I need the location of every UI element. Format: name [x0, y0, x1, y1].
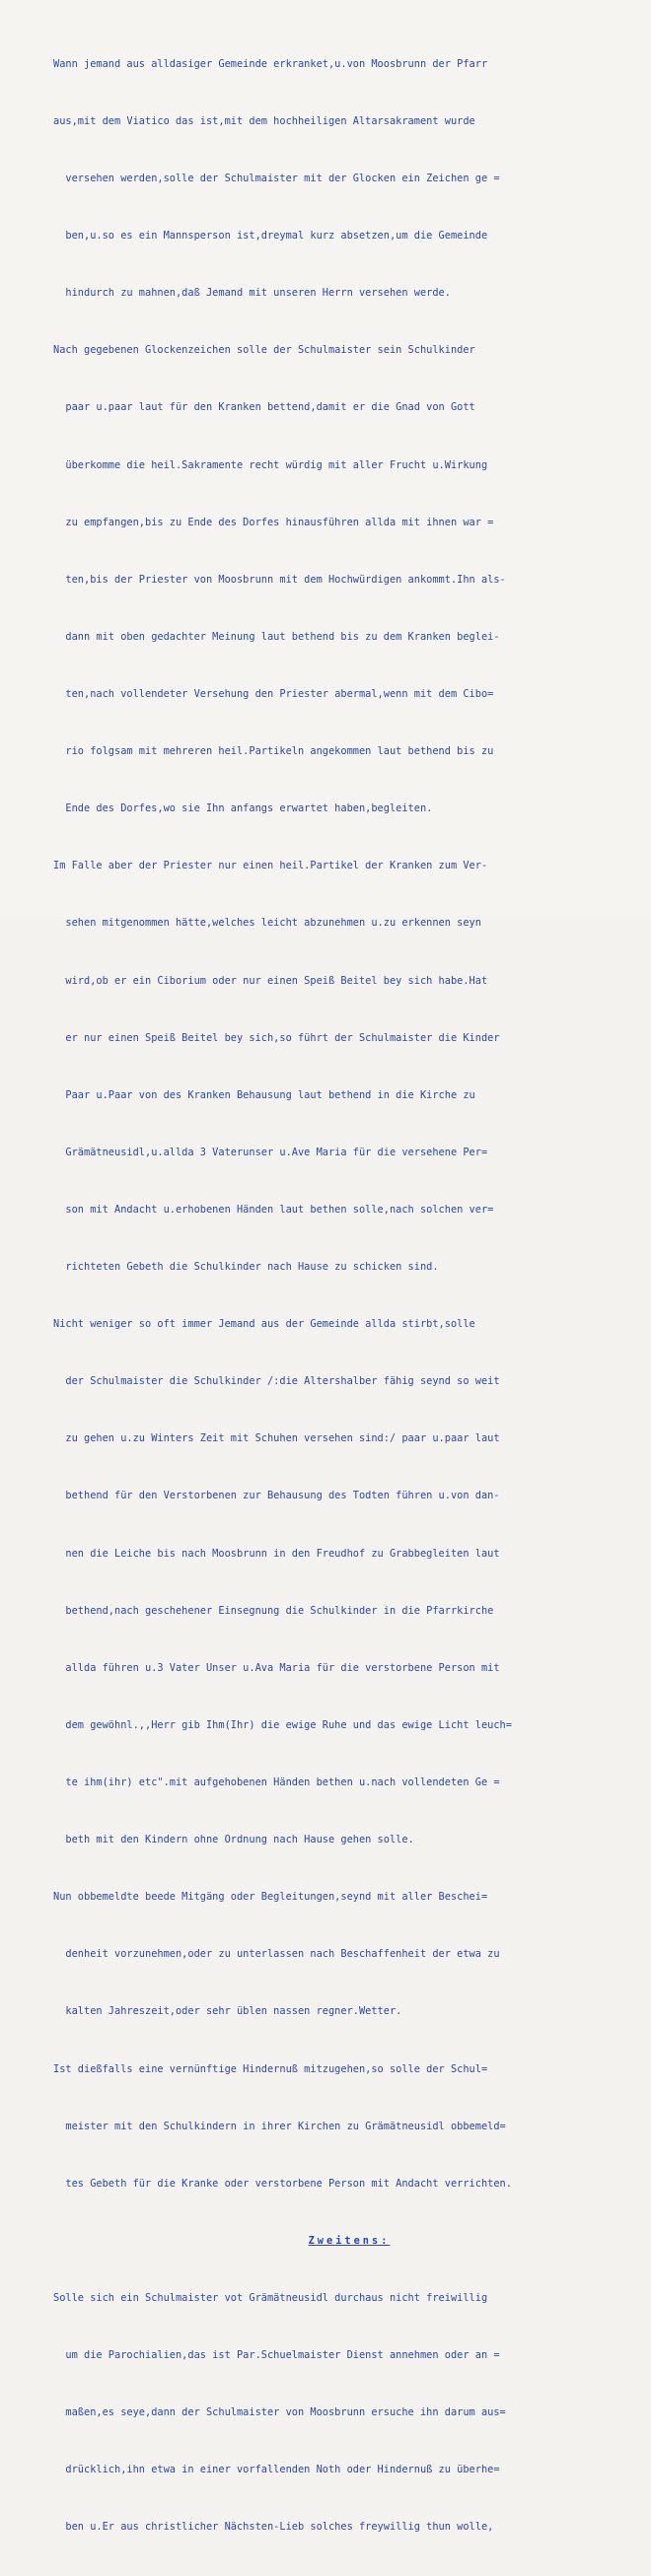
text-line: er nur einen Speiß Beitel bey sich,so führt der Schulmaister die Kinder [53, 1031, 500, 1044]
text-line: tes Gebeth für die Kranke oder verstorbene Person mit Andacht verrichten. [53, 2177, 512, 2190]
text-line: Paar u.Paar von des Kranken Behausung laut bethend in die Kirche zu [53, 1088, 475, 1101]
text-line: denheit vorzunehmen,oder zu unterlassen nach Beschaffenheit der etwa zu [53, 1948, 500, 1961]
text-line: überkomme die heil.Sakramente recht würdig mit aller Frucht u.Wirkung [53, 458, 488, 471]
text-line: drücklich,ihn etwa in einer vorfallenden Noth oder Hindernuß zu überhe= [53, 2464, 500, 2476]
text-line: wird,ob er ein Ciborium oder nur einen Speiß Beitel bey sich habe.Hat [53, 974, 488, 987]
text-line: zu empfangen,bis zu Ende des Dorfes hinausführen allda mit ihnen war = [53, 516, 494, 528]
text-line: Nach gegebenen Glockenzeichen solle der Schulmaister sein Schulkinder [53, 344, 475, 357]
text-line: hindurch zu mahnen,daß Jemand mit unseren Herrn versehen werde. [53, 287, 451, 300]
text-line: sehen mitgenommen hätte,welches leicht abzunehmen u.zu erkennen seyn [53, 917, 481, 930]
text-line: Im Falle aber der Priester nur einen heil.Partikel der Kranken zum Ver- [53, 860, 488, 872]
text-line: Wann jemand aus alldasiger Gemeinde erkranket,u.von Moosbrunn der Pfarr [53, 57, 488, 70]
text-line: beth mit den Kindern ohne Ordnung nach Hause gehen solle. [53, 1834, 414, 1846]
text-line: allda führen u.3 Vater Unser u.Ava Maria für die verstorbene Person mit [53, 1661, 500, 1674]
text-line: son mit Andacht u.erhobenen Händen laut bethen solle,nach solchen ver= [53, 1203, 494, 1216]
text-line: dem gewöhnl.,,Herr gib Ihm(Ihr) die ewige Ruhe und das ewige Licht leuch= [53, 1718, 512, 1731]
text-line: versehen werden,solle der Schulmaister mit der Glocken ein Zeichen ge = [53, 172, 500, 184]
document-body [53, 17, 645, 2576]
text-line: Nun obbemeldte beede Mitgäng oder Begleitungen,seynd mit aller Beschei= [53, 1891, 488, 1904]
text-line: zu gehen u.zu Winters Zeit mit Schuhen versehen sind:/ paar u.paar laut [53, 1432, 500, 1445]
text-line: rio folgsam mit mehreren heil.Partikeln angekommen laut bethend bis zu [53, 745, 494, 758]
text-line: meister mit den Schulkindern in ihrer Kirchen zu Grämätneusidl obbemeld= [53, 2120, 506, 2132]
text-line: Ist dießfalls eine vernünftige Hindernuß mitzugehen,so solle der Schul= [53, 2062, 488, 2075]
text-line: te ihm(ihr) etc".mit aufgehobenen Händen bethen u.nach vollendeten Ge = [53, 1776, 500, 1789]
text-line: maßen,es seye,dann der Schulmaister von Moosbrunn ersuche ihn darum aus= [53, 2406, 506, 2419]
text-line: ten,nach vollendeter Versehung den Priester abermal,wenn mit dem Cibo= [53, 687, 494, 700]
text-line: aus,mit dem Viatico das ist,mit dem hochheiligen Altarsakrament wurde [53, 114, 475, 127]
text-line: ten,bis der Priester von Moosbrunn mit dem Hochwürdigen ankommt.Ihn als- [53, 573, 506, 586]
text-line: dann mit oben gedachter Meinung laut bethend bis zu dem Kranken beglei- [53, 630, 500, 643]
text-line: paar u.paar laut für den Kranken bettend,damit er die Gnad von Gott [53, 401, 475, 414]
text-line: Solle sich ein Schulmaister vot Grämätneusidl durchaus nicht freiwillig [53, 2292, 488, 2305]
text-line: Ende des Dorfes,wo sie Ihn anfangs erwartet haben,begleiten. [53, 802, 433, 815]
text-line: bethend,nach geschehener Einsegnung die Schulkinder in die Pfarrkirche [53, 1604, 494, 1617]
text-line: Nicht weniger so oft immer Jemand aus der Gemeinde allda stirbt,solle [53, 1318, 475, 1331]
text-line: Grämätneusidl,u.allda 3 Vaterunser u.Ave Maria für die versehene Per= [53, 1146, 488, 1158]
text-line: um die Parochialien,das ist Par.Schuelmaister Dienst annehmen oder an = [53, 2349, 500, 2362]
text-line: richteten Gebeth die Schulkinder nach Hause zu schicken sind. [53, 1261, 439, 1274]
text-line: bethend für den Verstorbenen zur Behausung des Todten führen u.von dan- [53, 1490, 500, 1502]
text-line: kalten Jahreszeit,oder sehr üblen nassen regner.Wetter. [53, 2005, 402, 2018]
text-line: ben u.Er aus christlicher Nächsten-Lieb solches freywillig thun wolle, [53, 2521, 494, 2534]
text-line: der Schulmaister die Schulkinder /:die Altershalber fähig seynd so weit [53, 1375, 500, 1388]
text-line: nen die Leiche bis nach Moosbrunn in den Freudhof zu Grabbegleiten laut [53, 1547, 500, 1560]
text-line: ben,u.so es ein Mannsperson ist,dreymal kurz absetzen,um die Gemeinde [53, 230, 488, 243]
section-heading: Zweitens: [308, 2234, 391, 2247]
